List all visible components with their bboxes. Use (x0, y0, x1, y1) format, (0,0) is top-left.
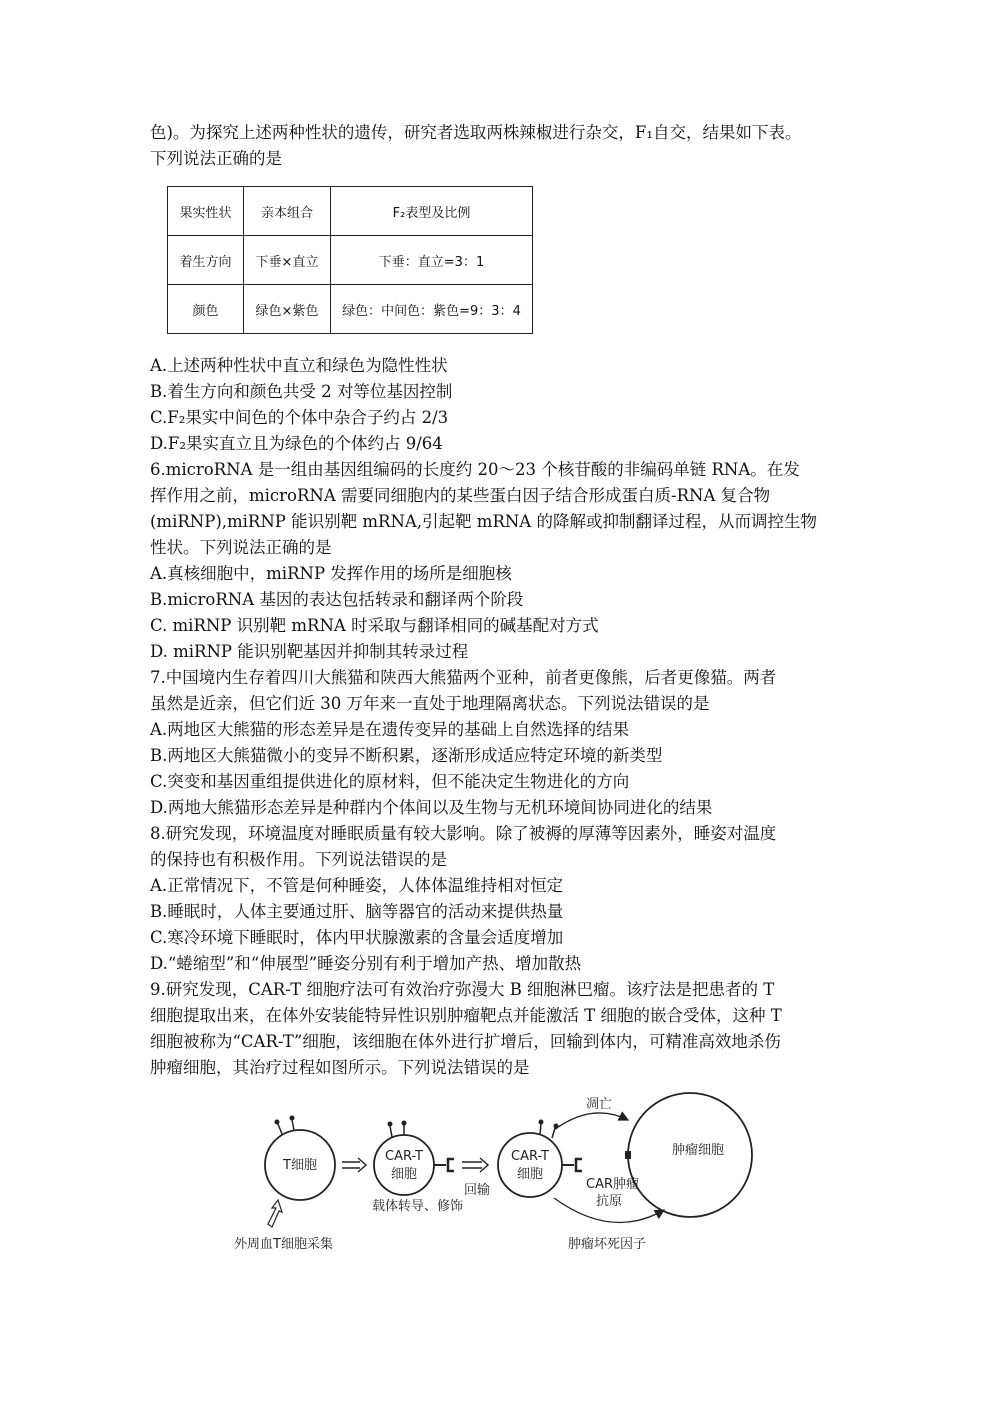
q5-option-b: B.着生方向和颜色共受 2 对等位基因控制 (150, 382, 453, 401)
table-row (168, 236, 533, 285)
q9-stem-line: 细胞提取出来，在体外安装能特异性识别肿瘤靶点并能激活 T 细胞的嵌合受体，这种 T (150, 1006, 782, 1025)
q7-option-c: C.突变和基因重组提供进化的原材料，但不能决定生物进化的方向 (150, 772, 630, 791)
q8-option-c: C.寒冷环境下睡眠时，体内甲状腺激素的含量会适度增加 (150, 928, 564, 947)
apoptosis-label: 凋亡 (586, 1097, 613, 1112)
double-arrow-icon (342, 1158, 366, 1172)
q6-stem-line: 挥作用之前，microRNA 需要同细胞内的某些蛋白因子结合形成蛋白质-RNA 复合物 (150, 486, 771, 505)
car-t-therapy-diagram (232, 1090, 762, 1260)
q8-option-b: B.睡眠时，人体主要通过肝、脑等器官的活动来提供热量 (150, 902, 564, 921)
table-cell: 着生方向 (168, 236, 244, 285)
receptor-icon (388, 1121, 407, 1138)
tumor-antigen-icon (625, 1151, 631, 1159)
table-cell: 下垂×直立 (244, 236, 331, 285)
q9-stem-line: 细胞被称为“CAR-T”细胞，该细胞在体外进行扩增后，回输到体内，可精准高效地杀伤 (150, 1032, 781, 1051)
q8-option-a: A.正常情况下，不管是何种睡姿，人体体温维持相对恒定 (150, 876, 564, 895)
t-cell (265, 1116, 335, 1201)
car-t-label-line2: 细胞 (390, 1167, 418, 1182)
q6-stem-line: 6.microRNA 是一组由基因组编码的长度约 20～23 个核苷酸的非编码单链 RNA。在发 (150, 460, 800, 479)
table-cell: 下垂：直立=3：1 (331, 236, 533, 285)
table-header-cell: 果实性状 (168, 187, 244, 236)
table-cell: 绿色×紫色 (244, 285, 331, 334)
q5-option-a: A.上述两种性状中直立和绿色为隐性性状 (150, 356, 448, 375)
modify-label: 载体转导、修饰 (372, 1199, 464, 1214)
q6-stem-line: (miRNP),miRNP 能识别靶 mRNA,引起靶 mRNA 的降解或抑制翻译过程，从而调控生物 (150, 512, 817, 531)
car-t-label-line1: CAR-T (511, 1149, 549, 1164)
q9-stem-line: 9.研究发现，CAR-T 细胞疗法可有效治疗弥漫大 B 细胞淋巴瘤。该疗法是把患者的 T (150, 980, 775, 999)
q7-stem-line: 7.中国境内生存着四川大熊猫和陕西大熊猫两个亚种，前者更像熊，后者更像猫。两者 (150, 668, 777, 687)
tnf-label: 肿瘤坏死因子 (568, 1237, 647, 1252)
car-t-cell (498, 1120, 582, 1198)
car-t-cell (374, 1121, 454, 1196)
q6-option-c: C. miRNP 识别靶 mRNA 时采取与翻译相同的碱基配对方式 (150, 616, 599, 635)
q6-option-a: A.真核细胞中，miRNP 发挥作用的场所是细胞核 (150, 564, 512, 583)
tumor-cell-label: 肿瘤细胞 (671, 1143, 725, 1158)
antigen-label-line1: CAR肿瘤 (586, 1177, 640, 1192)
car-receptor-icon (562, 1159, 582, 1171)
q7-stem-line: 虽然是近亲，但它们近 30 万年来一直处于地理隔离状态。下列说法错误的是 (150, 694, 710, 713)
table-header-row (168, 187, 533, 236)
q8-option-d: D.“蜷缩型”和“伸展型”睡姿分别有利于增加产热、增加散热 (150, 954, 582, 973)
table-cell: 颜色 (168, 285, 244, 334)
q9-stem-line: 肿瘤细胞，其治疗过程如图所示。下列说法错误的是 (150, 1058, 530, 1077)
double-arrow-icon (462, 1158, 488, 1172)
apoptosis-arrow (554, 1113, 628, 1130)
q8-stem-line: 8.研究发现，环境温度对睡眠质量有较大影响。除了被褥的厚薄等因素外，睡姿对温度 (150, 824, 777, 843)
q7-option-d: D.两地大熊猫形态差异是种群内个体间以及生物与无机环境间协同进化的结果 (150, 798, 713, 817)
q6-option-b: B.microRNA 基因的表达包括转录和翻译两个阶段 (150, 590, 524, 609)
q8-stem-line: 的保持也有积极作用。下列说法错误的是 (150, 850, 447, 869)
table-header-cell: 亲本组合 (244, 187, 331, 236)
car-receptor-icon (434, 1159, 454, 1171)
q6-option-d: D. miRNP 能识别靶基因并抑制其转录过程 (150, 642, 469, 661)
reinfuse-label: 回输 (464, 1183, 491, 1198)
tumor-cell (625, 1093, 752, 1217)
car-t-label-line1: CAR-T (385, 1149, 423, 1164)
q6-stem-line: 性状。下列说法正确的是 (150, 538, 332, 557)
q5-option-d: D.F₂果实直立且为绿色的个体约占 9/64 (150, 434, 443, 453)
table-cell: 绿色：中间色：紫色=9：3：4 (331, 285, 533, 334)
collect-label: 外周血T细胞采集 (234, 1237, 333, 1252)
antigen-label-line2: 抗原 (596, 1194, 623, 1209)
intro-line-1: 色)。为探究上述两种性状的遗传，研究者选取两株辣椒进行杂交，F₁自交，结果如下表。 (150, 123, 802, 142)
q7-option-b: B.两地区大熊猫微小的变异不断积累，逐渐形成适应特定环境的新类型 (150, 746, 663, 765)
q5-option-c: C.F₂果实中间色的个体中杂合子约占 2/3 (150, 408, 449, 427)
intro-line-2: 下列说法正确的是 (150, 149, 282, 168)
table-row (168, 285, 533, 334)
table-header-cell: F₂表型及比例 (331, 187, 533, 236)
genetics-table (167, 186, 533, 334)
t-cell-label: T细胞 (283, 1158, 317, 1173)
hollow-arrow-icon (268, 1200, 282, 1227)
q7-option-a: A.两地区大熊猫的形态差异是在遗传变异的基础上自然选择的结果 (150, 720, 630, 739)
car-t-label-line2: 细胞 (516, 1167, 544, 1182)
